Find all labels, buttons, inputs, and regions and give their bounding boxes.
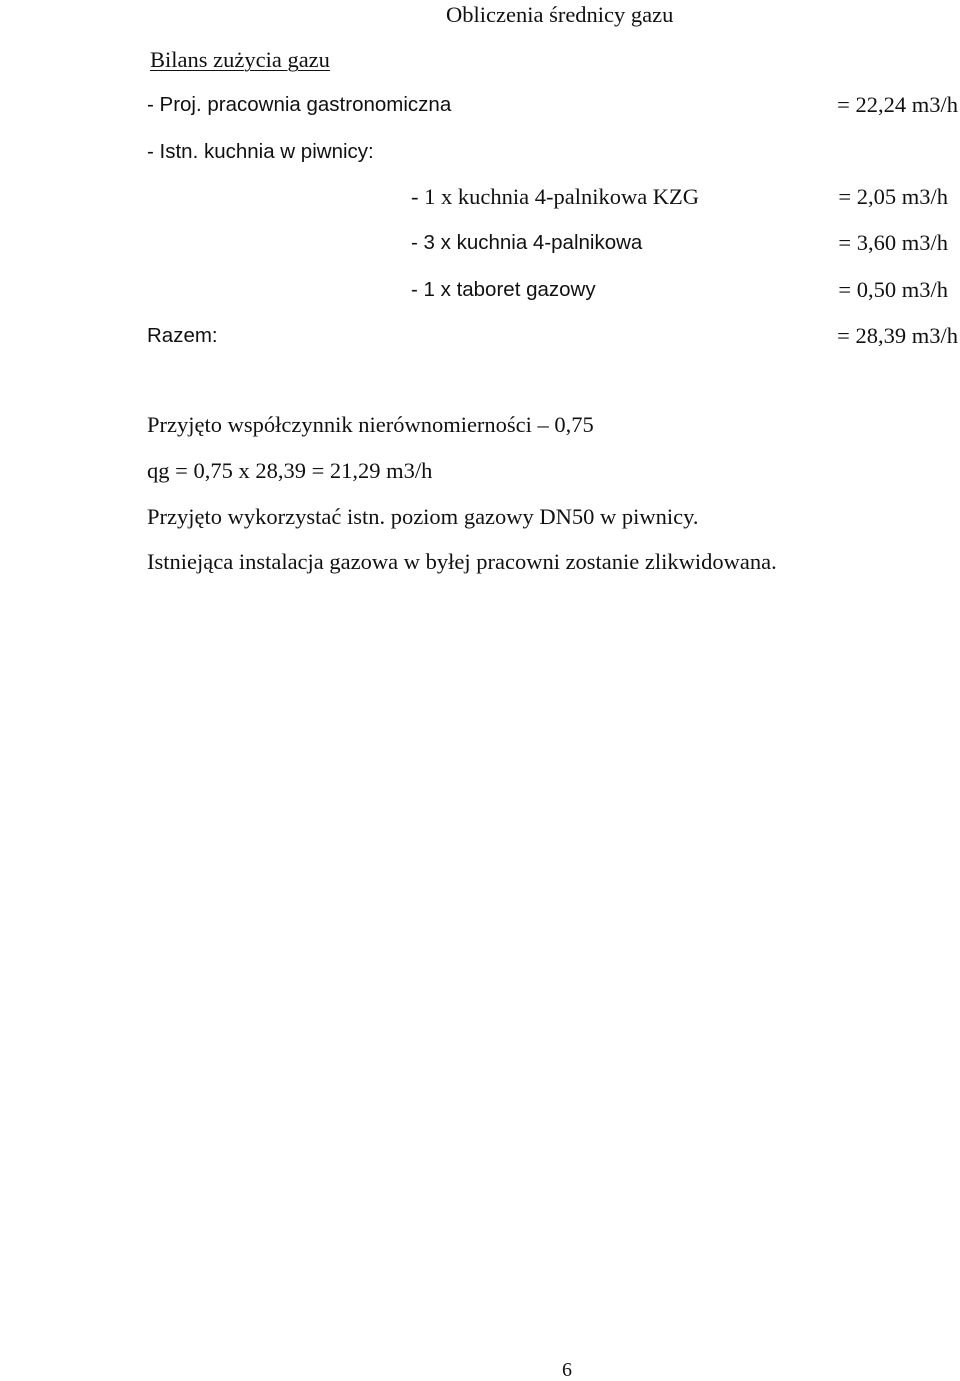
page-title: Obliczenia średnicy gazu [446, 2, 674, 27]
item-value: = 2,05 m3/h [838, 184, 948, 209]
page-number: 6 [562, 1359, 572, 1381]
note-formula: qg = 0,75 x 28,39 = 21,29 m3/h [147, 458, 433, 483]
item-label: - 1 x taboret gazowy [411, 278, 596, 301]
item-label: - 3 x kuchnia 4-palnikowa [411, 231, 643, 254]
proj-label: - Proj. pracownia gastronomiczna [147, 93, 452, 116]
total-label: Razem: [147, 324, 218, 347]
note-removal: Istniejąca instalacja gazowa w byłej pracowni zostanie zlikwidowana. [147, 549, 777, 574]
section-heading: Bilans zużycia gazu [150, 47, 330, 72]
istn-label: - Istn. kuchnia w piwnicy: [147, 140, 374, 163]
total-value: = 28,39 m3/h [837, 323, 958, 348]
item-label: - 1 x kuchnia 4-palnikowa KZG [411, 184, 700, 209]
note-connection: Przyjęto wykorzystać istn. poziom gazowy DN50 w piwnicy. [147, 504, 699, 529]
note-coefficient: Przyjęto współczynnik nierównomierności – 0,75 [147, 412, 594, 437]
item-value: = 0,50 m3/h [838, 277, 948, 302]
proj-value: = 22,24 m3/h [837, 92, 958, 117]
item-value: = 3,60 m3/h [838, 230, 948, 255]
